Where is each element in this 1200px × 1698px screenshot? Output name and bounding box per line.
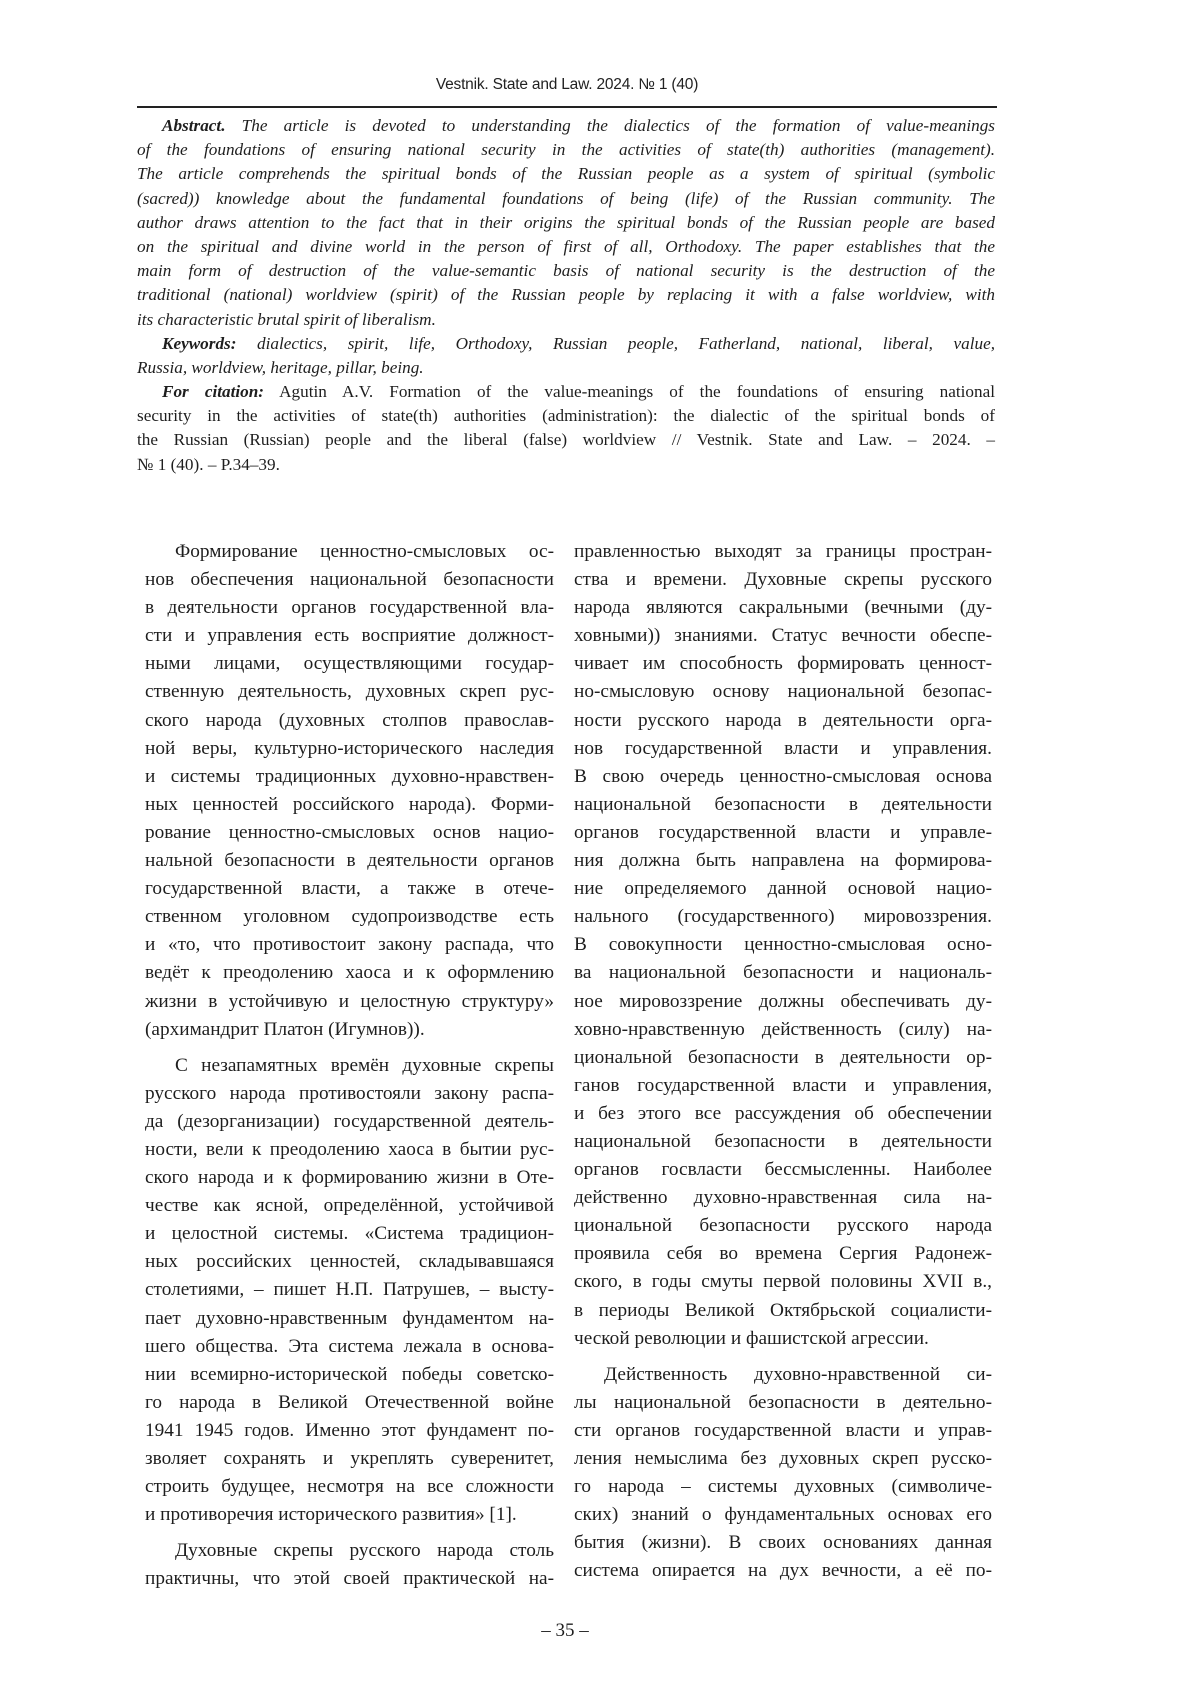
text-line: Духовные скрепы русского народа столь xyxy=(145,1537,554,1565)
header-rule xyxy=(137,106,997,108)
abstract-line xyxy=(137,114,995,138)
text-line: сти органов государственной власти и управ- xyxy=(574,1417,992,1445)
text-line: ского народа (духовных столпов православ- xyxy=(145,707,554,735)
text-line: нальной безопасности в деятельности органов xyxy=(145,847,554,875)
keywords-line xyxy=(137,332,995,356)
text-line: в периоды Великой Октябрьской социалисти- xyxy=(574,1297,992,1325)
text-line: зволяет сохранять и укреплять суверенитет, xyxy=(145,1445,554,1473)
text-line: С незапамятных времён духовные скрепы xyxy=(145,1052,554,1080)
text-line: нов государственной власти и управления. xyxy=(574,735,992,763)
text-line: ной веры, культурно-исторического наследия xyxy=(145,735,554,763)
text-line: ховными)) знаниями. Статус вечности обеспе- xyxy=(574,622,992,650)
paragraph xyxy=(145,538,554,1044)
abstract-text: traditional (national) worldview (spirit) of the Russian people by replacing it with a false worldview, with xyxy=(137,285,995,304)
text-line: ния должна быть направлена на формирова- xyxy=(574,847,992,875)
keywords-text: dialectics, spirit, life, Orthodoxy, Russian people, Fatherland, national, liberal, value, xyxy=(236,334,995,353)
citation-section xyxy=(137,380,995,477)
abstract-line xyxy=(137,283,995,307)
citation-text: the Russian (Russian) people and the liberal (false) worldview // Vestnik. State and Law. – 2024. – xyxy=(137,430,995,449)
text-line: и системы традиционных духовно-нравствен- xyxy=(145,763,554,791)
page-number: – 35 – xyxy=(500,1620,630,1642)
citation-line xyxy=(137,428,995,452)
text-line: ности, вели к преодолению хаоса в бытии рус- xyxy=(145,1136,554,1164)
paragraph xyxy=(145,1052,554,1530)
text-line: ховно-нравственную действенность (силу) на- xyxy=(574,1016,992,1044)
text-line: ние определяемого данной основой нацио- xyxy=(574,875,992,903)
text-line: ности русского народа в деятельности орга- xyxy=(574,707,992,735)
citation-text: Agutin A.V. Formation of the value-meanings of the foundations of ensuring national xyxy=(264,382,995,401)
text-line: ганов государственной власти и управления, xyxy=(574,1072,992,1100)
text-line: циональной безопасности в деятельности ор- xyxy=(574,1044,992,1072)
abstract-section xyxy=(137,114,995,332)
text-line: ведёт к преодолению хаоса и к оформлению xyxy=(145,959,554,987)
text-line: ских) знаний о фундаментальных основах его xyxy=(574,1501,992,1529)
text-line: народа являются сакральными (вечными (ду- xyxy=(574,594,992,622)
text-line: В свою очередь ценностно-смысловая основа xyxy=(574,763,992,791)
text-line: да (дезорганизации) государственной деятель- xyxy=(145,1108,554,1136)
text-line: практичны, что этой своей практической на- xyxy=(145,1565,554,1593)
abstract-text: on the spiritual and divine world in the person of first of all, Orthodoxy. The paper establishes that the xyxy=(137,237,995,256)
text-line: ского, в годы смуты первой половины XVII в., xyxy=(574,1268,992,1296)
text-line: ных российских ценностей, складывавшаяся xyxy=(145,1248,554,1276)
text-line: (архимандрит Платон (Игумнов)). xyxy=(145,1016,554,1044)
abstract-line xyxy=(137,162,995,186)
text-line: лы национальной безопасности в деятельно- xyxy=(574,1389,992,1417)
abstract-text: of the foundations of ensuring national security in the activities of state(th) authorities (management). xyxy=(137,140,995,159)
abstract-line xyxy=(137,259,995,283)
citation-label: For citation: xyxy=(162,382,264,401)
text-line: столетиями, – пишет Н.П. Патрушев, – высту- xyxy=(145,1276,554,1304)
keywords-label: Keywords: xyxy=(162,334,236,353)
right-column xyxy=(574,538,992,1593)
abstract-text: The article comprehends the spiritual bonds of the Russian people as a system of spiritual (symbolic xyxy=(137,164,995,183)
text-line: чивает им способность формировать ценност- xyxy=(574,650,992,678)
abstract-text: author draws attention to the fact that in their origins the spiritual bonds of the Russian people are based xyxy=(137,213,995,232)
keywords-text: Russia, worldview, heritage, pillar, being. xyxy=(137,358,424,377)
text-line: действенно духовно-нравственная сила на- xyxy=(574,1184,992,1212)
text-line: ского народа и к формированию жизни в Оте- xyxy=(145,1164,554,1192)
abstract-text: its characteristic brutal spirit of liberalism. xyxy=(137,310,436,329)
citation-text: № 1 (40). – P.34–39. xyxy=(137,455,280,474)
citation-line xyxy=(137,380,995,404)
citation-text: security in the activities of state(th) authorities (administration): the dialectic of the spiritual bonds of xyxy=(137,406,995,425)
text-line: ства и времени. Духовные скрепы русского xyxy=(574,566,992,594)
abstract-line xyxy=(137,187,995,211)
text-line: система опирается на дух вечности, а её по- xyxy=(574,1557,992,1585)
paragraph xyxy=(145,1537,554,1593)
abstract-line xyxy=(137,211,995,235)
abstract-text: main form of destruction of the value-semantic basis of national security is the destruction of the xyxy=(137,261,995,280)
text-line: нии всемирно-исторической победы советско- xyxy=(145,1361,554,1389)
text-line: 1941 1945 годов. Именно этот фундамент по- xyxy=(145,1417,554,1445)
text-line: Формирование ценностно-смысловых ос- xyxy=(145,538,554,566)
abstract-block xyxy=(137,114,995,477)
abstract-text: The article is devoted to understanding the dialectics of the formation of value-meanings xyxy=(226,116,995,135)
text-line: но-смысловую основу национальной безопас- xyxy=(574,678,992,706)
text-line: ных ценностей российского народа). Форми- xyxy=(145,791,554,819)
text-line: национальной безопасности в деятельности xyxy=(574,791,992,819)
paragraph xyxy=(574,1361,992,1586)
text-line: В совокупности ценностно-смысловая осно- xyxy=(574,931,992,959)
text-line: ственную деятельность, духовных скреп рус- xyxy=(145,678,554,706)
text-line: ческой революции и фашистской агрессии. xyxy=(574,1325,992,1353)
text-line: государственной власти, а также в отече- xyxy=(145,875,554,903)
text-line: ления немыслима без духовных скреп русско- xyxy=(574,1445,992,1473)
text-line: го народа в Великой Отечественной войне xyxy=(145,1389,554,1417)
text-line: ва национальной безопасности и националь- xyxy=(574,959,992,987)
text-line: органов госвласти бессмысленны. Наиболее xyxy=(574,1156,992,1184)
abstract-line xyxy=(137,138,995,162)
text-line: и целостной системы. «Система традицион- xyxy=(145,1220,554,1248)
text-line: циональной безопасности русского народа xyxy=(574,1212,992,1240)
abstract-label: Abstract. xyxy=(162,116,226,135)
text-line: рование ценностно-смысловых основ нацио- xyxy=(145,819,554,847)
text-line: ное мировоззрение должны обеспечивать ду- xyxy=(574,988,992,1016)
text-line: го народа – системы духовных (символиче- xyxy=(574,1473,992,1501)
citation-line xyxy=(137,453,995,477)
text-line: Действенность духовно-нравственной си- xyxy=(574,1361,992,1389)
keywords-section xyxy=(137,332,995,380)
running-header: Vestnik. State and Law. 2024. № 1 (40) xyxy=(137,76,997,94)
text-line: нального (государственного) мировоззрения. xyxy=(574,903,992,931)
text-line: проявила себя во времена Сергия Радонеж- xyxy=(574,1240,992,1268)
citation-line xyxy=(137,404,995,428)
abstract-line xyxy=(137,235,995,259)
abstract-line xyxy=(137,308,995,332)
text-line: пает духовно-нравственным фундаментом на- xyxy=(145,1305,554,1333)
keywords-line xyxy=(137,356,995,380)
text-line: национальной безопасности в деятельности xyxy=(574,1128,992,1156)
text-line: в деятельности органов государственной вла- xyxy=(145,594,554,622)
text-line: строить будущее, несмотря на все сложности xyxy=(145,1473,554,1501)
left-column xyxy=(145,538,554,1601)
text-line: нов обеспечения национальной безопасности xyxy=(145,566,554,594)
paragraph xyxy=(574,538,992,1353)
text-line: шего общества. Эта система лежала в основа- xyxy=(145,1333,554,1361)
text-line: сти и управления есть восприятие должност- xyxy=(145,622,554,650)
text-line: и «то, что противостоит закону распада, что xyxy=(145,931,554,959)
text-line: и без этого все рассуждения об обеспечении xyxy=(574,1100,992,1128)
text-line: и противоречия исторического развития» [1]. xyxy=(145,1501,554,1529)
text-line: честве как ясной, определённой, устойчивой xyxy=(145,1192,554,1220)
abstract-text: (sacred)) knowledge about the fundamental foundations of being (life) of the Russian community. The xyxy=(137,189,995,208)
text-line: ными лицами, осуществляющими государ- xyxy=(145,650,554,678)
text-line: жизни в устойчивую и целостную структуру» xyxy=(145,988,554,1016)
text-line: русского народа противостояли закону распа- xyxy=(145,1080,554,1108)
text-line: правленностью выходят за границы простран- xyxy=(574,538,992,566)
text-line: бытия (жизни). В своих основаниях данная xyxy=(574,1529,992,1557)
text-line: органов государственной власти и управле- xyxy=(574,819,992,847)
text-line: ственном уголовном судопроизводстве есть xyxy=(145,903,554,931)
